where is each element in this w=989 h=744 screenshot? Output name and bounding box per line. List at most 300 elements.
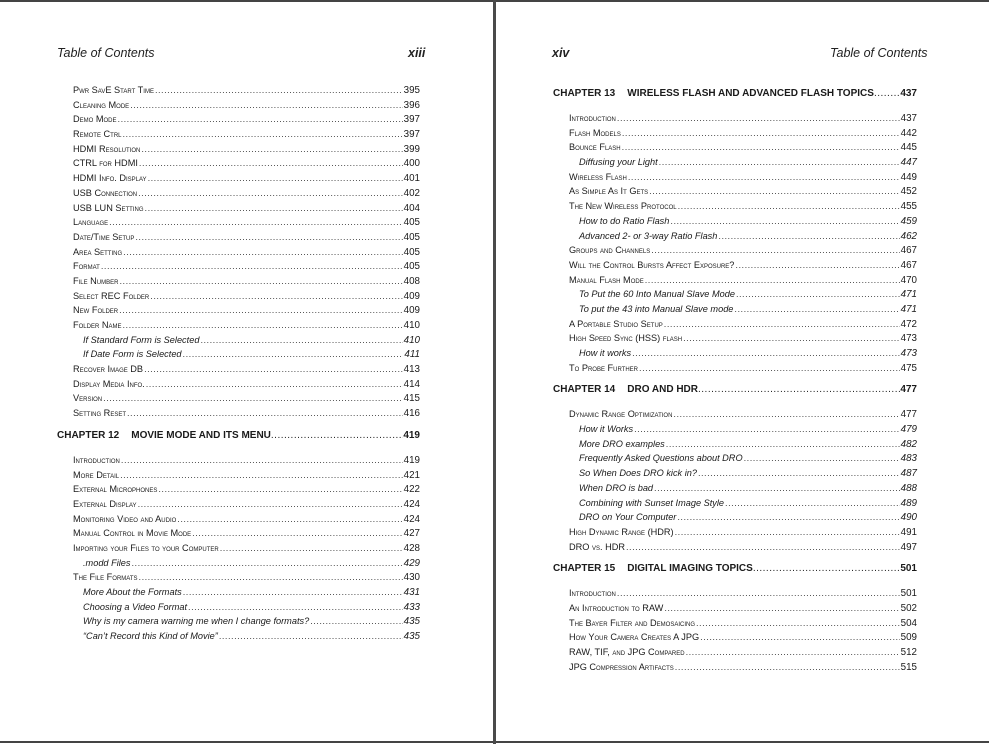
- toc-chapter-heading[interactable]: [553, 558, 917, 580]
- toc-entry[interactable]: [57, 570, 420, 585]
- toc-entry[interactable]: [553, 586, 917, 601]
- toc-entry[interactable]: [57, 468, 420, 483]
- dot-leader: [649, 184, 900, 199]
- entry-title: Display Media Info.: [73, 378, 145, 389]
- entry-page-number: 501: [900, 588, 917, 600]
- toc-subentry[interactable]: [553, 214, 917, 229]
- entry-title: .modd Files: [83, 557, 131, 568]
- entry-page-number: 504: [900, 617, 917, 629]
- entry-title: How Your Camera Creates A JPG: [569, 632, 700, 643]
- toc-entry[interactable]: [57, 303, 420, 318]
- entry-title: More DRO examples: [579, 438, 665, 449]
- entry-page-number: 497: [900, 541, 917, 553]
- entry-page-number: 470: [900, 274, 917, 286]
- dot-leader: [626, 540, 900, 555]
- entry-title: High Dynamic Range (HDR): [569, 526, 674, 537]
- entry-title: High Speed Sync (HSS) flash: [569, 333, 683, 344]
- toc-entry[interactable]: [57, 215, 420, 230]
- toc-subentry[interactable]: [553, 422, 917, 437]
- entry-page-number: 427: [403, 528, 420, 540]
- toc-entry[interactable]: [57, 289, 420, 304]
- entry-page-number: 400: [403, 158, 420, 170]
- entry-page-number: 467: [900, 259, 917, 271]
- toc-entry[interactable]: [553, 111, 917, 126]
- dot-leader: [678, 199, 900, 214]
- toc-entry[interactable]: [57, 318, 420, 333]
- entry-page-number: 411: [404, 349, 420, 361]
- dot-leader: [155, 83, 403, 98]
- dot-leader: [139, 156, 403, 171]
- entry-page-number: 421: [403, 469, 420, 481]
- entry-title: File Number: [73, 275, 119, 286]
- entry-page-number: 502: [900, 602, 917, 614]
- toc-entry[interactable]: [57, 83, 420, 98]
- entry-page-number: 405: [403, 261, 420, 273]
- entry-title: A Portable Studio Setup: [569, 318, 663, 329]
- entry-title: Pwr SavE Start Time: [73, 85, 154, 95]
- dot-leader: [725, 496, 900, 511]
- entry-page-number: 433: [403, 601, 420, 613]
- toc-entry[interactable]: [57, 512, 420, 527]
- entry-title: As Simple As It Gets: [569, 186, 649, 197]
- entry-title: Folder Name: [73, 320, 122, 330]
- left-page: [0, 0, 493, 744]
- entry-title: USB LUN Setting: [73, 202, 144, 213]
- entry-title: To Put the 60 Into Manual Slave Mode: [579, 289, 735, 300]
- chapter-page-number: 477: [900, 384, 917, 396]
- entry-title: Manual Flash Mode: [569, 274, 644, 285]
- entry-title: Choosing a Video Format: [83, 601, 188, 612]
- entry-page-number: 409: [403, 305, 420, 317]
- entry-page-number: 483: [900, 453, 917, 465]
- entry-page-number: 442: [900, 127, 917, 139]
- toc-subentry[interactable]: [57, 333, 420, 348]
- entry-page-number: 424: [403, 498, 420, 510]
- entry-title: HDMI Info. Display: [73, 173, 147, 184]
- entry-title: Dynamic Range Optimization: [569, 409, 673, 420]
- entry-title: Importing your Files to your Computer: [73, 542, 219, 553]
- entry-page-number: 405: [403, 217, 420, 229]
- entry-title: DRO vs. HDR: [569, 541, 625, 552]
- toc-entry[interactable]: [553, 170, 917, 185]
- toc-entry[interactable]: [553, 317, 917, 332]
- toc-entry[interactable]: [553, 407, 917, 422]
- dot-leader: [121, 453, 403, 468]
- right-page: [496, 0, 989, 744]
- toc-subentry[interactable]: [553, 481, 917, 496]
- dot-leader: [103, 391, 403, 406]
- entry-page-number: 410: [403, 334, 420, 346]
- entry-title: Introduction: [569, 588, 616, 599]
- dot-leader: [122, 318, 402, 333]
- dot-leader: [139, 570, 403, 585]
- toc-entry[interactable]: [57, 156, 420, 171]
- entry-title: JPG Compression Artifacts: [569, 661, 674, 672]
- toc-entry[interactable]: [553, 601, 917, 616]
- toc-entry[interactable]: [553, 525, 917, 540]
- entry-title: Combining with Sunset Image Style: [579, 497, 725, 508]
- entry-title: Demo Mode: [73, 114, 117, 125]
- toc-chapter-heading[interactable]: [553, 379, 917, 401]
- chapter-title: DRO AND HDR: [627, 384, 698, 396]
- entry-page-number: 487: [900, 468, 917, 480]
- entry-title: The New Wireless Protocol: [569, 201, 677, 212]
- dot-leader: [675, 525, 900, 540]
- entry-page-number: 416: [403, 408, 420, 420]
- toc-entry[interactable]: [553, 258, 917, 273]
- toc-entry[interactable]: [57, 171, 420, 186]
- entry-title: To put the 43 into Manual Slave mode: [579, 303, 734, 314]
- dot-leader: [119, 303, 403, 318]
- dot-leader: [109, 215, 403, 230]
- toc-subentry[interactable]: [553, 302, 917, 317]
- toc-entry[interactable]: [553, 645, 917, 660]
- dot-leader: [119, 274, 402, 289]
- dot-leader: [634, 422, 900, 437]
- toc-subentry[interactable]: [553, 466, 917, 481]
- entry-title: The Bayer Filter and Demosaicing: [569, 617, 695, 628]
- toc-subentry[interactable]: [553, 496, 917, 511]
- dot-leader: [138, 186, 403, 201]
- page-number: xiii: [408, 46, 426, 60]
- entry-page-number: 405: [403, 231, 420, 243]
- toc-subentry[interactable]: [553, 437, 917, 452]
- entry-page-number: 449: [900, 171, 917, 183]
- page-number: xiv: [552, 46, 570, 60]
- dot-leader: [158, 482, 402, 497]
- entry-title: Why is my camera warning me when I change formats?: [83, 616, 310, 627]
- dot-leader: [734, 302, 899, 317]
- dot-leader: [664, 317, 900, 332]
- dot-leader: [677, 510, 899, 525]
- entry-page-number: 489: [900, 497, 917, 509]
- entry-page-number: 445: [900, 142, 917, 154]
- toc-entry[interactable]: [57, 362, 420, 377]
- toc-entry[interactable]: [553, 616, 917, 631]
- chapter-page-number: 437: [900, 88, 917, 99]
- dot-leader: [123, 127, 403, 142]
- dot-leader: [617, 586, 900, 601]
- dot-leader: [192, 526, 402, 541]
- toc-entry[interactable]: [553, 361, 917, 376]
- dot-leader: [177, 512, 402, 527]
- entry-page-number: 455: [900, 201, 917, 213]
- toc-entry[interactable]: [57, 142, 420, 157]
- toc-entry[interactable]: [57, 482, 420, 497]
- dot-leader: [673, 407, 899, 422]
- entry-page-number: 452: [900, 186, 917, 198]
- entry-page-number: 490: [900, 512, 917, 524]
- dot-leader: [146, 377, 403, 392]
- entry-title: Introduction: [73, 454, 120, 465]
- dot-leader: [120, 468, 403, 483]
- chapter-title: DIGITAL IMAGING TOPICS: [627, 563, 753, 575]
- dot-leader: [874, 83, 900, 105]
- dot-leader: [683, 331, 900, 346]
- entry-title: Monitoring Video and Audio: [73, 513, 177, 524]
- toc-subentry[interactable]: [553, 155, 917, 170]
- dot-leader: [141, 142, 402, 157]
- entry-title: USB Connection: [73, 187, 138, 198]
- entry-title: To Probe Further: [569, 362, 639, 373]
- toc-entry[interactable]: [553, 660, 917, 675]
- toc-subentry[interactable]: [57, 600, 420, 615]
- entry-title: Select REC Folder: [73, 290, 150, 301]
- entry-page-number: 437: [900, 113, 917, 124]
- entry-page-number: 471: [900, 303, 917, 315]
- chapter-page-number: 419: [403, 429, 420, 441]
- entry-page-number: 479: [900, 424, 917, 436]
- entry-page-number: 512: [900, 647, 917, 658]
- dot-leader: [675, 660, 900, 675]
- entry-page-number: 408: [403, 275, 420, 287]
- toc-subentry[interactable]: [553, 451, 917, 466]
- toc-entry[interactable]: [57, 201, 420, 216]
- toc-entry[interactable]: [57, 274, 420, 289]
- toc-entry[interactable]: [553, 126, 917, 141]
- chapter-number: CHAPTER 12: [57, 429, 120, 441]
- entry-title: Cleaning Mode: [73, 99, 130, 110]
- toc-subentry[interactable]: [57, 585, 420, 600]
- entry-title: If Date Form is Selected: [83, 349, 182, 360]
- entry-title: New Folder: [73, 305, 119, 316]
- running-title: Table of Contents: [57, 46, 155, 60]
- entry-page-number: 402: [403, 187, 420, 199]
- entry-page-number: 409: [403, 290, 420, 302]
- dot-leader: [698, 379, 900, 401]
- toc-subentry[interactable]: [553, 229, 917, 244]
- entry-page-number: 435: [403, 616, 420, 628]
- dot-leader: [670, 214, 899, 229]
- dot-leader: [144, 362, 403, 377]
- entry-title: Groups and Channels: [569, 245, 651, 256]
- entry-title: Language: [73, 217, 109, 228]
- dot-leader: [686, 645, 900, 660]
- entry-title: Will the Control Bursts Affect Exposure?: [569, 259, 735, 270]
- entry-page-number: 428: [403, 542, 420, 554]
- toc-chapter-heading[interactable]: [553, 83, 917, 105]
- entry-title: How to do Ratio Flash: [579, 215, 670, 226]
- entry-page-number: 414: [403, 378, 420, 390]
- dot-leader: [744, 451, 900, 466]
- entry-page-number: 509: [900, 632, 917, 644]
- entry-page-number: 431: [403, 587, 420, 598]
- chapter-title: WIRELESS FLASH AND ADVANCED FLASH TOPICS: [627, 88, 874, 99]
- chapter-title: MOVIE MODE AND ITS MENU: [131, 429, 271, 441]
- chapter-number: CHAPTER 15: [553, 563, 616, 575]
- entry-page-number: 447: [900, 157, 917, 169]
- toc-entry[interactable]: [553, 243, 917, 258]
- dot-leader: [127, 406, 403, 421]
- entry-title: More Detail: [73, 469, 120, 480]
- entry-page-number: 435: [403, 631, 420, 643]
- entry-title: If Standard Form is Selected: [83, 334, 200, 345]
- chapter-page-number: 501: [900, 563, 917, 575]
- entry-title: How it Works: [579, 424, 634, 435]
- entry-page-number: 396: [403, 99, 420, 111]
- entry-page-number: 404: [403, 202, 420, 214]
- dot-leader: [219, 629, 403, 644]
- dot-leader: [183, 347, 404, 362]
- toc-subentry[interactable]: [553, 346, 917, 361]
- toc-entry[interactable]: [553, 273, 917, 288]
- dot-leader: [735, 258, 899, 273]
- toc-entry[interactable]: [57, 127, 420, 142]
- dot-leader: [118, 112, 403, 127]
- toc-subentry[interactable]: [57, 614, 420, 629]
- entry-title: The File Formats: [73, 572, 138, 583]
- dot-leader: [659, 155, 900, 170]
- dot-leader: [617, 111, 900, 126]
- entry-page-number: 397: [403, 129, 420, 141]
- entry-page-number: 482: [900, 438, 917, 450]
- dot-leader: [310, 614, 402, 629]
- dot-leader: [101, 259, 403, 274]
- entry-page-number: 491: [900, 526, 917, 538]
- toc-entry[interactable]: [553, 184, 917, 199]
- entry-page-number: 471: [900, 289, 917, 301]
- dot-leader: [271, 425, 403, 447]
- entry-title: External Display: [73, 498, 137, 509]
- entry-title: CTRL for HDMI: [73, 158, 138, 169]
- entry-title: When DRO is bad: [579, 482, 654, 493]
- entry-page-number: 395: [403, 85, 420, 96]
- entry-title: Flash Models: [569, 127, 621, 138]
- entry-page-number: 462: [900, 230, 917, 242]
- entry-page-number: 475: [900, 362, 917, 374]
- toc-entry[interactable]: [57, 259, 420, 274]
- toc-list: [553, 79, 917, 674]
- toc-list: [57, 83, 420, 644]
- dot-leader: [666, 437, 900, 452]
- toc-entry[interactable]: [57, 98, 420, 113]
- dot-leader: [622, 140, 900, 155]
- toc-entry[interactable]: [553, 199, 917, 214]
- dot-leader: [130, 98, 402, 113]
- chapter-number: CHAPTER 13: [553, 88, 616, 99]
- entry-page-number: 410: [403, 320, 420, 331]
- entry-page-number: 405: [403, 246, 420, 258]
- dot-leader: [654, 481, 900, 496]
- dot-leader: [622, 126, 900, 141]
- entry-page-number: 473: [900, 348, 917, 359]
- entry-page-number: 477: [900, 409, 917, 421]
- entry-title: “Can’t Record this Kind of Movie”: [83, 631, 218, 642]
- dot-leader: [183, 585, 403, 600]
- entry-page-number: 429: [403, 557, 420, 569]
- entry-page-number: 459: [900, 215, 917, 227]
- entry-page-number: 515: [900, 661, 917, 673]
- toc-entry[interactable]: [553, 540, 917, 555]
- toc-subentry[interactable]: [57, 347, 420, 362]
- entry-page-number: 419: [403, 454, 420, 466]
- toc-subentry[interactable]: [553, 287, 917, 302]
- entry-page-number: 472: [900, 318, 917, 330]
- toc-subentry[interactable]: [553, 510, 917, 525]
- toc-entry[interactable]: [57, 230, 420, 245]
- entry-page-number: 467: [900, 245, 917, 257]
- dot-leader: [138, 497, 403, 512]
- entry-page-number: 397: [403, 114, 420, 126]
- entry-title: So When Does DRO kick in?: [579, 468, 697, 479]
- dot-leader: [628, 170, 900, 185]
- entry-page-number: 430: [403, 572, 420, 584]
- entry-title: Area Setting: [73, 246, 123, 257]
- toc-entry[interactable]: [57, 453, 420, 468]
- entry-page-number: 473: [900, 333, 917, 345]
- toc-entry[interactable]: [57, 112, 420, 127]
- toc-entry[interactable]: [57, 377, 420, 392]
- toc-entry[interactable]: [57, 391, 420, 406]
- dot-leader: [145, 201, 403, 216]
- entry-page-number: 488: [900, 482, 917, 494]
- entry-page-number: 415: [403, 393, 420, 405]
- entry-title: RAW, TIF, and JPG Compared: [569, 647, 685, 657]
- dot-leader: [200, 333, 402, 348]
- dot-leader: [753, 558, 901, 580]
- dot-leader: [150, 289, 402, 304]
- entry-title: Version: [73, 393, 103, 404]
- dot-leader: [651, 243, 899, 258]
- toc-entry[interactable]: [553, 630, 917, 645]
- dot-leader: [135, 230, 402, 245]
- toc-subentry[interactable]: [57, 629, 420, 644]
- dot-leader: [700, 630, 899, 645]
- toc-subentry[interactable]: [57, 556, 420, 571]
- dot-leader: [698, 466, 900, 481]
- entry-page-number: 401: [403, 173, 420, 185]
- dot-leader: [639, 361, 900, 376]
- entry-title: Diffusing your Light: [579, 157, 658, 168]
- entry-title: External Microphones: [73, 484, 158, 495]
- entry-title: Recover Image DB: [73, 364, 144, 375]
- toc-entry[interactable]: [57, 186, 420, 201]
- dot-leader: [220, 541, 403, 556]
- dot-leader: [148, 171, 403, 186]
- toc-entry[interactable]: [57, 406, 420, 421]
- toc-entry[interactable]: [57, 526, 420, 541]
- toc-entry[interactable]: [57, 541, 420, 556]
- entry-title: Advanced 2- or 3-way Ratio Flash: [579, 230, 718, 241]
- toc-entry[interactable]: [57, 245, 420, 260]
- entry-title: Manual Control in Movie Mode: [73, 528, 192, 539]
- dot-leader: [718, 229, 899, 244]
- toc-entry[interactable]: [553, 140, 917, 155]
- entry-title: An Introduction to RAW: [569, 602, 664, 613]
- entry-page-number: 422: [403, 484, 420, 496]
- dot-leader: [123, 245, 402, 260]
- entry-title: More About the Formats: [83, 587, 182, 597]
- dot-leader: [696, 616, 900, 631]
- entry-title: Frequently Asked Questions about DRO: [579, 453, 743, 464]
- dot-leader: [645, 273, 900, 288]
- entry-title: Format: [73, 261, 100, 272]
- entry-page-number: 399: [403, 143, 420, 155]
- entry-title: Remote Ctrl: [73, 129, 122, 140]
- entry-title: Bounce Flash: [569, 142, 621, 153]
- running-title: Table of Contents: [830, 46, 928, 60]
- chapter-number: CHAPTER 14: [553, 384, 616, 396]
- dot-leader: [664, 601, 899, 616]
- entry-title: HDMI Resolution: [73, 143, 141, 154]
- toc-entry[interactable]: [57, 497, 420, 512]
- dot-leader: [632, 346, 900, 361]
- entry-page-number: 413: [403, 364, 420, 376]
- dot-leader: [188, 600, 403, 615]
- entry-title: DRO on Your Computer: [579, 512, 677, 523]
- toc-entry[interactable]: [553, 331, 917, 346]
- toc-chapter-heading[interactable]: [57, 425, 420, 447]
